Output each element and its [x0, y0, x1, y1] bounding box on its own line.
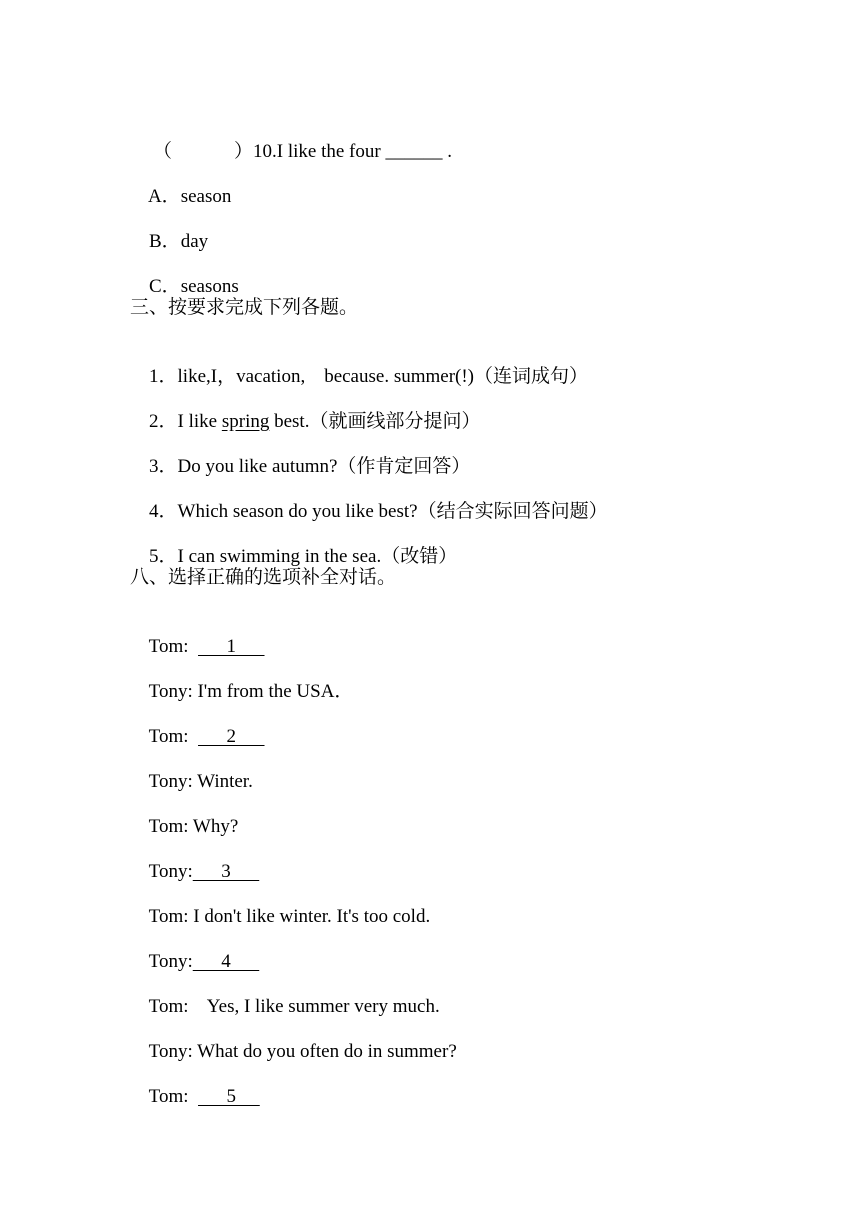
dialogue-line	[130, 1061, 260, 1133]
option-letter: B．	[149, 231, 181, 252]
dialogue-text: I don't like winter. It's too cold.	[188, 906, 431, 927]
speaker-name: Tom:	[148, 906, 189, 927]
speaker-name: Tony:	[148, 951, 193, 972]
item-text: Which season do you like best?（结合实际回答问题）	[177, 501, 608, 522]
answer-blank[interactable]: 4	[192, 951, 260, 972]
speaker-name: Tom:	[148, 1086, 189, 1107]
answer-blank[interactable]: 1	[198, 636, 265, 657]
item-text: Do you like autumn?（作肯定回答）	[177, 456, 471, 477]
speaker-name: Tom:	[148, 816, 189, 837]
section-8-heading: 八、选择正确的选项补全对话。	[130, 567, 397, 588]
item-number: 3．	[149, 456, 178, 477]
item-text: like,I，vacation, because. summer(!)（连词成句）	[177, 366, 589, 387]
dialogue-text: Winter.	[192, 771, 253, 792]
item-text: I can swimming in the sea.（改错）	[177, 546, 458, 567]
speaker-name: Tom:	[148, 636, 189, 657]
option-letter: A．	[147, 186, 181, 207]
item-number: 4．	[149, 501, 178, 522]
item-number: 5．	[149, 546, 178, 567]
option-text: season	[180, 186, 232, 207]
option-text: seasons	[180, 276, 239, 297]
speaker-name: Tom:	[148, 996, 189, 1017]
speaker-name: Tony:	[148, 1041, 193, 1062]
dialogue-text: Yes, I like summer very much.	[188, 996, 440, 1017]
answer-paren-close: ）	[234, 141, 254, 162]
option-letter: C．	[149, 276, 181, 297]
speaker-name: Tony:	[148, 681, 193, 702]
underlined-word: spring	[221, 411, 270, 432]
option-text: day	[180, 231, 209, 252]
answer-blank[interactable]: 5	[198, 1086, 260, 1107]
section-3-heading: 三、按要求完成下列各题。	[130, 297, 359, 318]
speaker-name: Tony:	[148, 771, 193, 792]
answer-blank[interactable]: 2	[198, 726, 265, 747]
answer-paren-open: （	[153, 141, 173, 162]
item-number: 2．	[149, 411, 178, 432]
dialogue-text: What do you often do in summer?	[192, 1041, 457, 1062]
item-number: 1．	[149, 366, 178, 387]
speaker-name: Tony:	[148, 861, 193, 882]
question-10-stem: 10.I like the four ______ .	[253, 141, 452, 162]
dialogue-text: Why?	[188, 816, 239, 837]
speaker-name: Tom:	[148, 726, 189, 747]
answer-blank[interactable]: 3	[192, 861, 260, 882]
item-text-pre: I like	[177, 411, 222, 432]
item-text-post: best.（就画线部分提问）	[269, 411, 481, 432]
dialogue-text: I'm from the USA．	[192, 681, 354, 702]
